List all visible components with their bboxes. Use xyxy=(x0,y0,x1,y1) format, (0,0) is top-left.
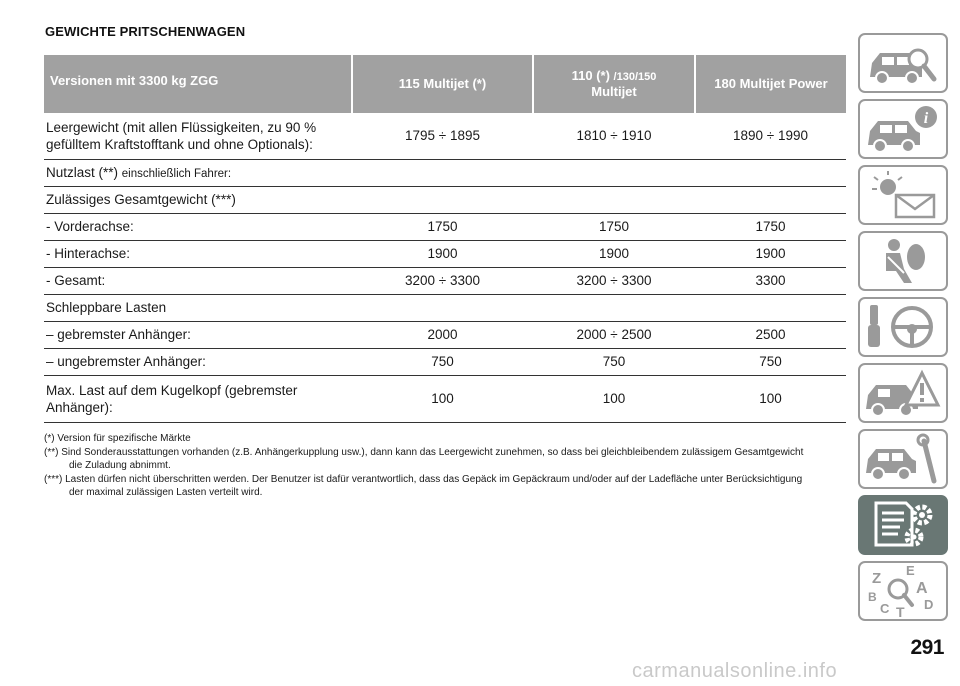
row-value-v3: 2500 xyxy=(695,322,846,349)
row-label-text: - Vorderachse: xyxy=(46,219,134,235)
row-value-v3 xyxy=(695,187,846,214)
header-col2-line2: Multijet xyxy=(591,84,637,100)
row-value-v2: 3200 ÷ 3300 xyxy=(533,268,695,295)
section-title: GEWICHTE PRITSCHENWAGEN xyxy=(45,24,246,39)
row-label-text: Leergewicht (mit allen Flüssigkeiten, zu 90 % gefülltem Kraftstofftank und ohne Optionals): xyxy=(46,119,317,152)
row-value-v1: 3200 ÷ 3300 xyxy=(352,268,533,295)
row-value-v2: 100 xyxy=(533,376,695,423)
row-value-v1 xyxy=(352,187,533,214)
tab-driving[interactable] xyxy=(858,297,948,357)
row-value-v2 xyxy=(533,160,695,187)
index-letter-d: D xyxy=(924,597,934,612)
header-180-multijet-power: 180 Multijet Power xyxy=(695,55,846,113)
row-label xyxy=(44,113,352,160)
tab-emergency[interactable] xyxy=(858,363,948,423)
row-value-v1: 1795 ÷ 1895 xyxy=(352,113,533,160)
svg-text:i: i xyxy=(923,110,929,127)
chapter-tabs xyxy=(858,33,952,627)
alphabet-index-icon xyxy=(860,563,946,619)
row-value-v2: 2000 ÷ 2500 xyxy=(533,322,695,349)
row-label xyxy=(44,295,352,322)
row-value-v1: 2000 xyxy=(352,322,533,349)
row-label xyxy=(44,187,352,214)
footnote-3: (***) Lasten dürfen nicht überschritten werden. Der Benutzer ist dafür verantwortlich, dass das Gepäck im Gepäckraum und/oder auf der Ladefläche unter Berücksichtigung der maximal zulässigen Lasten verteilt wird. xyxy=(44,474,803,498)
table-row xyxy=(44,160,846,187)
table-row xyxy=(44,214,846,241)
row-label xyxy=(44,268,352,295)
row-label-text: Nutzlast (**) xyxy=(46,165,122,181)
row-value-v1 xyxy=(352,160,533,187)
row-value-v2: 750 xyxy=(533,349,695,376)
row-value-v2 xyxy=(533,187,695,214)
table-row xyxy=(44,349,846,376)
row-value-v3: 1890 ÷ 1990 xyxy=(695,113,846,160)
row-value-v2: 1810 ÷ 1910 xyxy=(533,113,695,160)
row-label xyxy=(44,160,352,187)
steering-wheel-key-icon xyxy=(860,299,946,355)
tab-warning-lights[interactable] xyxy=(858,165,948,225)
table-row xyxy=(44,113,846,160)
table-row xyxy=(44,295,846,322)
row-value-v1 xyxy=(352,295,533,322)
index-letter-c: C xyxy=(880,601,890,616)
row-value-v2: 1750 xyxy=(533,214,695,241)
car-wrench-icon xyxy=(860,431,946,487)
row-label-text: Schleppbare Lasten xyxy=(46,300,167,316)
row-label xyxy=(44,214,352,241)
table-row xyxy=(44,322,846,349)
index-letter-t: T xyxy=(896,604,905,619)
row-label-text: – gebremster Anhänger: xyxy=(46,327,191,343)
tab-car-search[interactable] xyxy=(858,33,948,93)
header-115-multijet: 115 Multijet (*) xyxy=(352,55,533,113)
specs-gear-icon xyxy=(860,497,946,553)
table-row xyxy=(44,268,846,295)
header-col2-small: /130/150 xyxy=(613,71,657,84)
car-info-icon xyxy=(860,101,946,157)
airbag-passenger-icon xyxy=(860,233,946,289)
tab-safety[interactable] xyxy=(858,231,948,291)
header-110-130-150-multijet xyxy=(533,55,695,113)
row-value-v2 xyxy=(533,295,695,322)
row-value-v3: 750 xyxy=(695,349,846,376)
row-value-v1: 1750 xyxy=(352,214,533,241)
row-label-text: Max. Last auf dem Kugelkopf (gebremster Anhänger): xyxy=(46,382,298,415)
watermark: carmanualsonline.info xyxy=(632,660,838,682)
row-label xyxy=(44,349,352,376)
footnotes xyxy=(44,432,814,500)
index-letter-b: B xyxy=(868,590,877,604)
tab-technical-data[interactable] xyxy=(858,495,948,555)
row-value-v3: 100 xyxy=(695,376,846,423)
tab-car-info[interactable] xyxy=(858,99,948,159)
row-label xyxy=(44,241,352,268)
footnote-2: (**) Sind Sonderausstattungen vorhanden (z.B. Anhängerkupplung usw.), dann kann das Leergewicht zunehmen, so dass bei gleichbleibendem zulässigem Gesamtgewicht die Zuladung abnimmt. xyxy=(44,447,804,471)
tab-maintenance[interactable] xyxy=(858,429,948,489)
row-label xyxy=(44,322,352,349)
row-label xyxy=(44,376,352,423)
page-number: 291 xyxy=(910,636,944,659)
row-value-v1: 100 xyxy=(352,376,533,423)
row-label-text: Zulässiges Gesamtgewicht (***) xyxy=(46,192,236,208)
tab-index[interactable] xyxy=(858,561,948,621)
row-label-note: einschließlich Fahrer: xyxy=(121,168,232,181)
footnote-1: (*) Version für spezifische Märkte xyxy=(44,433,191,444)
row-value-v3 xyxy=(695,160,846,187)
table-row xyxy=(44,187,846,214)
index-letter-z: Z xyxy=(872,570,882,587)
table-header-row xyxy=(44,55,846,113)
index-letter-a: A xyxy=(916,580,928,597)
weights-table xyxy=(44,55,846,423)
row-value-v3: 1750 xyxy=(695,214,846,241)
warning-light-mail-icon xyxy=(860,167,946,223)
index-letter-e: E xyxy=(906,563,915,578)
row-value-v1: 750 xyxy=(352,349,533,376)
row-value-v3: 3300 xyxy=(695,268,846,295)
table-row xyxy=(44,376,846,423)
table-row xyxy=(44,241,846,268)
car-search-icon xyxy=(860,35,946,91)
row-value-v2: 1900 xyxy=(533,241,695,268)
row-label-text: – ungebremster Anhänger: xyxy=(46,354,206,370)
row-value-v3 xyxy=(695,295,846,322)
header-versions: Versionen mit 3300 kg ZGG xyxy=(44,55,352,113)
header-col2-main: 110 (*) xyxy=(571,68,614,84)
car-warning-triangle-icon xyxy=(860,365,946,421)
row-value-v3: 1900 xyxy=(695,241,846,268)
row-value-v1: 1900 xyxy=(352,241,533,268)
row-label-text: - Gesamt: xyxy=(46,273,106,289)
row-label-text: - Hinterachse: xyxy=(46,246,131,262)
